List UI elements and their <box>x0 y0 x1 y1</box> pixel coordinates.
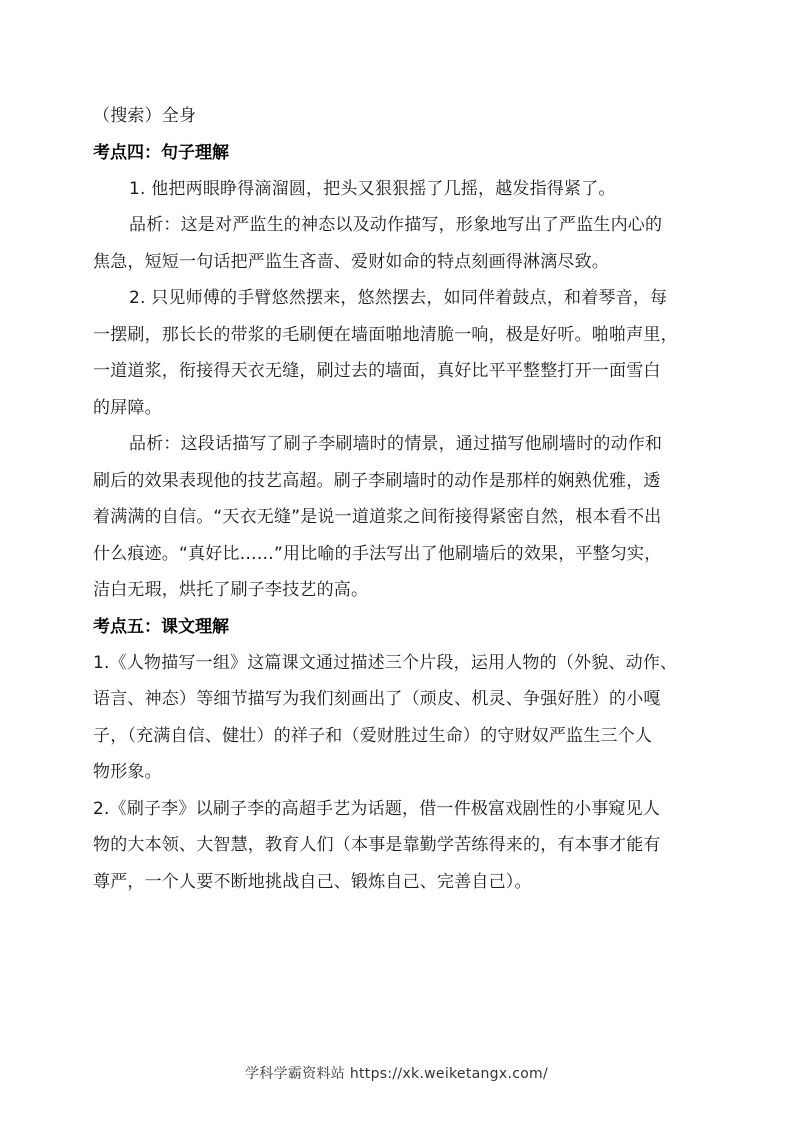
section-heading: 考点四：句子理解 <box>93 142 229 163</box>
text-line: 一道道浆，衔接得天衣无缝，刷过去的墙面，真好比平平整整打开一面雪白 <box>93 361 661 381</box>
section-heading: 考点五：课文理解 <box>93 616 229 637</box>
text-line: 品析：这段话描写了刷子李刷墙时的情景，通过描写他刷墙时的动作和 <box>129 434 663 454</box>
text-line: 着满满的自信。“天衣无缝”是说一道道浆之间衔接得紧密自然，根本看不出 <box>93 507 662 527</box>
text-line: 2. 只见师傅的手臂悠然摆来，悠然摆去，如同伴着鼓点，和着琴音，每 <box>129 288 668 308</box>
paragraph <box>93 426 713 609</box>
text-line: 洁白无瑕，烘托了刷子李技艺的高。 <box>93 580 369 600</box>
text-line: 刷后的效果表现他的技艺高超。刷子李刷墙时的动作是那样的娴熟优雅，透 <box>93 470 661 491</box>
text-line: 的屏障。 <box>93 397 162 418</box>
text-line: 1. 他把两眼睁得滴溜圆，把头又狠狠摇了几摇，越发指得紧了。 <box>129 178 616 199</box>
text-line: 什么痕迹。“真好比……”用比喻的手法写出了他刷墙后的效果，平整匀实， <box>93 543 662 564</box>
text-line: 焦急，短短一句话把严监生吝啬、爱财如命的特点刻画得淋漓尽致。 <box>93 251 609 272</box>
text-line: 2.《刷子李》以刷子李的高超手艺为话题，借一件极富戏剧性的小事窥见人 <box>93 798 661 819</box>
page-footer: 学科学霸资料站 https://xk.weiketangx.com/ <box>244 1066 549 1082</box>
text-line: 尊严，一个人要不断地挑战自己、锻炼自己、完善自己）。 <box>93 871 532 892</box>
paragraph <box>93 645 713 791</box>
paragraph <box>93 171 713 208</box>
document-body <box>93 98 713 900</box>
paragraph <box>93 791 713 901</box>
text-line: 物的大本领、大智慧，教育人们（本事是靠勤学苦练得来的，有本事才能有 <box>93 835 661 855</box>
text-line: 一摆刷，那长长的带浆的毛刷便在墙面啪地清脆一响，极是好听。啪啪声里， <box>93 324 678 345</box>
paragraph <box>93 207 713 280</box>
intro-line: （搜索）全身 <box>93 106 197 126</box>
text-line: 品析：这是对严监生的神态以及动作描写，形象地写出了严监生内心的 <box>129 215 663 235</box>
text-line: 物形象。 <box>93 762 162 782</box>
sections-container <box>93 135 713 901</box>
text-line: 语言、神态）等细节描写为我们刻画出了（顽皮、机灵、争强好胜）的小嘎 <box>93 689 661 709</box>
paragraph <box>93 280 713 426</box>
text-line: 子，（充满自信、健壮）的祥子和（爱财胜过生命）的守财奴严监生三个人 <box>93 725 653 746</box>
text-line: 1.《人物描写一组》这篇课文通过描述三个片段，运用人物的（外貌、动作、 <box>93 652 678 673</box>
